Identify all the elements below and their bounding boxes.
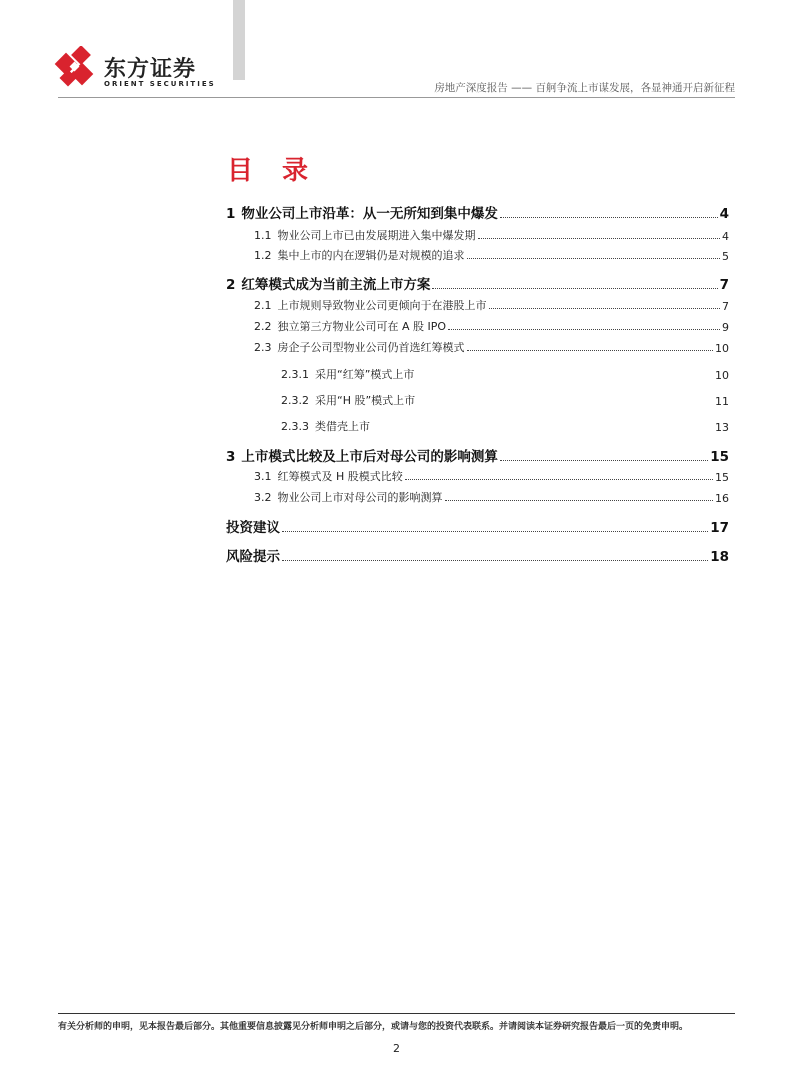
toc-leader-dots bbox=[500, 459, 708, 461]
toc-entry-label bbox=[226, 202, 498, 222]
toc-entry-risk-warning[interactable] bbox=[226, 545, 729, 565]
page-number: 2 bbox=[393, 1042, 400, 1055]
toc-entry-page: 5 bbox=[722, 250, 729, 263]
toc-leader-dots bbox=[432, 287, 717, 289]
toc-entry-label bbox=[254, 318, 446, 334]
toc-entry-title: 类借壳上市 bbox=[315, 420, 370, 433]
toc-entry-2-2[interactable] bbox=[226, 318, 729, 334]
toc-entry-1-2[interactable] bbox=[226, 247, 729, 263]
toc-entry-label bbox=[226, 273, 430, 293]
toc-entry-page: 4 bbox=[719, 206, 729, 222]
toc-entry-title: 物业公司上市沿革：从一无所知到集中爆发 bbox=[241, 206, 498, 222]
toc-entry-page: 9 bbox=[722, 321, 729, 334]
company-logo bbox=[54, 46, 224, 96]
toc-entry-label bbox=[254, 227, 476, 243]
header-divider bbox=[58, 97, 735, 98]
footer-divider bbox=[58, 1013, 735, 1014]
logo-mark-icon bbox=[54, 46, 98, 90]
toc-entry-label bbox=[254, 489, 443, 505]
toc-entry-number: 2.3.1 bbox=[281, 368, 309, 381]
toc-entry-title: 红筹模式及 H 股模式比较 bbox=[277, 470, 403, 483]
toc-entry-label bbox=[281, 392, 415, 408]
toc-entry-label bbox=[281, 418, 370, 434]
toc-leader-dots bbox=[467, 257, 721, 259]
toc-entry-label bbox=[226, 516, 280, 536]
toc-entry-2-3-1[interactable] bbox=[226, 366, 729, 382]
toc-entry-label bbox=[254, 468, 403, 484]
toc-entry-number: 2.1 bbox=[254, 299, 272, 312]
toc-entry-number: 1.1 bbox=[254, 229, 272, 242]
toc-entry-title: 投资建议 bbox=[226, 520, 280, 536]
footer-disclaimer: 有关分析师的申明，见本报告最后部分。其他重要信息披露见分析师申明之后部分，或请与您的投资代表联系。并请阅读本证券研究报告最后一页的免责申明。 bbox=[58, 1022, 689, 1032]
toc-entry-2-1[interactable] bbox=[226, 297, 729, 313]
header-gray-band bbox=[233, 0, 245, 80]
toc-entry-page: 17 bbox=[710, 520, 729, 536]
toc-entry-number: 1.2 bbox=[254, 249, 272, 262]
toc-entry-number: 2.2 bbox=[254, 320, 272, 333]
logo-text-en: ORIENT SECURITIES bbox=[104, 80, 216, 88]
toc-entry-page: 15 bbox=[715, 471, 729, 484]
toc-entry-2[interactable] bbox=[226, 273, 729, 293]
toc-entry-title: 风险提示 bbox=[226, 549, 280, 565]
toc-entry-number: 2.3.3 bbox=[281, 420, 309, 433]
toc-entry-number: 2 bbox=[226, 277, 236, 293]
toc-entry-title: 物业公司上市已由发展期进入集中爆发期 bbox=[277, 229, 476, 242]
toc-entry-page: 18 bbox=[710, 549, 729, 565]
toc-entry-title: 上市规则导致物业公司更倾向于在港股上市 bbox=[277, 299, 487, 312]
toc-entry-label bbox=[226, 545, 280, 565]
toc-entry-number: 3.2 bbox=[254, 491, 272, 504]
toc-entry-title: 独立第三方物业公司可在 A 股 IPO bbox=[277, 320, 447, 333]
toc-entry-number: 2.3 bbox=[254, 341, 272, 354]
toc-entry-title: 红筹模式成为当前主流上市方案 bbox=[241, 277, 431, 293]
toc-entry-title: 物业公司上市对母公司的影响测算 bbox=[277, 491, 443, 504]
toc-entry-3-1[interactable] bbox=[226, 468, 729, 484]
toc-entry-page: 7 bbox=[722, 300, 729, 313]
toc-entry-page: 10 bbox=[715, 342, 729, 355]
toc-entry-2-3-3[interactable] bbox=[226, 418, 729, 434]
toc-entry-page: 7 bbox=[719, 277, 729, 293]
toc-entry-title: 采用“H 股”模式上市 bbox=[315, 394, 416, 407]
toc-entry-label bbox=[281, 366, 414, 382]
toc-entry-label bbox=[254, 297, 487, 313]
toc-entry-2-3[interactable] bbox=[226, 339, 729, 355]
toc-leader-dots bbox=[282, 530, 708, 532]
toc-entry-title: 采用“红筹”模式上市 bbox=[315, 368, 415, 381]
toc-leader-dots bbox=[445, 499, 714, 501]
toc-entry-page: 16 bbox=[715, 492, 729, 505]
logo-text-cn: 东方证券 bbox=[104, 57, 197, 82]
toc-title: 目 录 bbox=[227, 156, 319, 186]
toc-entry-title: 房企子公司型物业公司仍首选红筹模式 bbox=[277, 341, 465, 354]
toc-entry-page: 13 bbox=[715, 421, 729, 434]
toc-entry-label bbox=[226, 445, 498, 465]
toc-leader-dots bbox=[478, 237, 721, 239]
toc-entry-3[interactable] bbox=[226, 445, 729, 465]
toc-entry-1-1[interactable] bbox=[226, 227, 729, 243]
toc-entry-number: 1 bbox=[226, 206, 236, 222]
toc-entry-page: 4 bbox=[722, 230, 729, 243]
toc-leader-dots bbox=[448, 328, 720, 330]
toc-leader-dots bbox=[405, 478, 713, 480]
toc-entry-investment-advice[interactable] bbox=[226, 516, 729, 536]
toc-entry-3-2[interactable] bbox=[226, 489, 729, 505]
toc-entry-number: 3.1 bbox=[254, 470, 272, 483]
report-header-title: 房地产深度报告 —— 百舸争流上市谋发展，各显神通开启新征程 bbox=[434, 82, 735, 94]
toc-entry-1[interactable] bbox=[226, 202, 729, 222]
toc-leader-dots bbox=[282, 559, 708, 561]
toc-leader-dots bbox=[489, 307, 721, 309]
toc-entry-label bbox=[254, 339, 465, 355]
toc-entry-title: 集中上市的内在逻辑仍是对规模的追求 bbox=[277, 249, 465, 262]
toc-entry-page: 15 bbox=[710, 449, 729, 465]
toc-entry-number: 3 bbox=[226, 449, 236, 465]
toc-entry-title: 上市模式比较及上市后对母公司的影响测算 bbox=[241, 449, 498, 465]
toc-entry-number: 2.3.2 bbox=[281, 394, 309, 407]
toc-entry-page: 10 bbox=[715, 369, 729, 382]
toc-leader-dots bbox=[467, 349, 714, 351]
toc-leader-dots bbox=[500, 216, 718, 218]
toc-entry-page: 11 bbox=[715, 395, 729, 408]
toc-entry-label bbox=[254, 247, 465, 263]
toc-entry-2-3-2[interactable] bbox=[226, 392, 729, 408]
